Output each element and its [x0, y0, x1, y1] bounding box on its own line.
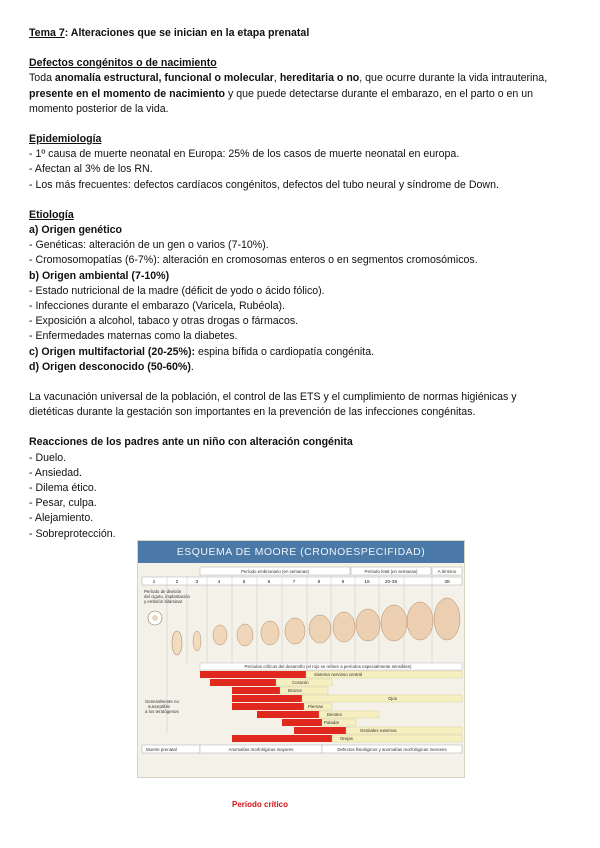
moore-scheme-figure — [137, 540, 465, 778]
week-label: 8 — [317, 580, 321, 585]
fetus-icon — [381, 605, 407, 641]
left-note: Período de división — [144, 589, 182, 594]
etiologia-b-item: - Infecciones durante el embarazo (Varicela, Rubéola). — [29, 300, 285, 313]
fetus-icon — [356, 609, 380, 641]
etiologia-d-title: d) Origen desconocido (50-60%) — [29, 360, 191, 373]
defectos-line-1 — [29, 71, 574, 86]
defectos-text: , — [273, 72, 280, 85]
week-label: 38 — [444, 580, 450, 585]
heart-critical-bar — [210, 679, 276, 686]
defectos-text: , que ocurre durante la vida intrauterina, — [359, 72, 548, 85]
etiologia-a-title: a) Origen genético — [29, 224, 123, 237]
organ-label: Ojos — [388, 696, 398, 701]
document-title — [29, 26, 574, 41]
epidemiologia-heading: Epidemiología — [29, 133, 102, 146]
fetus-icon — [434, 598, 460, 640]
organ-label: Piernas — [308, 704, 323, 709]
figure-title: ESQUEMA DE MOORE (CRONOESPECIFIDAD) — [138, 541, 464, 563]
etiologia-d-line — [29, 360, 574, 375]
organ-label: Sistema nervioso central — [314, 672, 363, 677]
week-label: 2 — [175, 580, 179, 585]
defectos-heading: Defectos congénitos o de nacimiento — [29, 57, 217, 70]
week-label: 16 — [364, 580, 370, 585]
defectos-bold: anomalía estructural, funcional o molecular — [54, 72, 274, 85]
week-label: 20-36 — [384, 580, 398, 585]
etiologia-heading: Etiología — [29, 208, 74, 221]
zygote-core — [152, 615, 158, 621]
legs-critical-bar — [232, 703, 304, 710]
week-label: 6 — [267, 580, 271, 585]
organ-label: Brazos — [288, 688, 302, 693]
palate-critical-bar — [282, 719, 322, 726]
reacciones-heading: Reacciones de los padres ante un niño con alteración congénita — [29, 436, 353, 449]
week-label: 1 — [152, 580, 156, 585]
embryonic-period-label: Período embrionario (en semanas) — [241, 569, 309, 574]
organ-label: Paladar — [324, 720, 340, 725]
teeth-critical-bar — [257, 711, 319, 718]
cns-critical-bar — [200, 671, 306, 678]
reacciones-item: - Dilema ético. — [29, 482, 97, 495]
ears-critical-bar — [232, 735, 332, 742]
left-note: del cigoto, implantación — [144, 594, 190, 599]
left-note: susceptible — [148, 704, 170, 709]
critical-period-caption: Período crítico — [232, 800, 289, 809]
week-label: 7 — [292, 580, 296, 585]
vacunacion-line-1: La vacunación universal de la población, el control de las ETS y el cumplimiento de normas higiénicas y — [29, 391, 517, 404]
embryo-icon — [285, 618, 305, 644]
organ-label: Orejas — [340, 736, 353, 741]
vacunacion-line-2: dietéticas durante la gestación son importantes en la prevención de las infecciones congénitas. — [29, 406, 476, 419]
eyes-sensitive-bar — [302, 695, 462, 702]
etiologia-b-title: b) Origen ambiental (7-10%) — [29, 269, 170, 282]
term-label: A término — [437, 569, 457, 574]
document-page — [29, 26, 574, 542]
week-label: 4 — [217, 580, 221, 585]
embryo-icon — [309, 615, 331, 643]
left-note: Generalmente no — [145, 699, 179, 704]
defectos-line-2 — [29, 87, 574, 102]
organ-label: Corazón — [292, 680, 309, 685]
epidemiologia-item: - Los más frecuentes: defectos cardíacos congénitos, defectos del tubo neural y síndrome de Down. — [29, 178, 499, 191]
embryo-icon — [193, 631, 201, 651]
defectos-line-3: momento posterior de la vida. — [29, 102, 169, 115]
etiologia-c-line — [29, 345, 574, 360]
etiologia-b-item: - Exposición a alcohol, tabaco y otras drogas o fármacos. — [29, 315, 299, 328]
timeline-bars — [200, 671, 462, 742]
reacciones-item: - Alejamiento. — [29, 512, 94, 525]
reacciones-item: - Sobreprotección. — [29, 527, 116, 540]
moore-scheme-diagram — [138, 563, 464, 777]
etiologia-a-item: - Genéticas: alteración de un gen o varios (7-10%). — [29, 239, 269, 252]
week-label: 5 — [242, 580, 246, 585]
left-note: y embrión bilaminar — [144, 599, 183, 604]
prenatal-death-label: Muerte prenatal — [146, 747, 177, 752]
arms-critical-bar — [232, 687, 280, 694]
organ-label: Dientes — [327, 712, 342, 717]
title-label: Tema 7 — [29, 27, 65, 39]
fetus-icon — [407, 602, 433, 640]
embryo-icon — [261, 621, 279, 645]
minor-anomalies-label: Defectos fisiológicos y anomalías morfológicas menores — [337, 747, 447, 752]
defectos-bold: presente en el momento de nacimiento — [29, 87, 226, 100]
etiologia-c-text: espina bífida o cardiopatía congénita. — [195, 345, 375, 358]
major-anomalies-label: Anomalías morfológicas mayores — [228, 747, 294, 752]
embryo-illustrations — [148, 598, 460, 655]
eyes-critical-bar — [232, 695, 302, 702]
left-note: a los teratógenos — [145, 709, 179, 714]
reacciones-item: - Ansiedad. — [29, 466, 83, 479]
reacciones-item: - Pesar, culpa. — [29, 497, 97, 510]
defectos-text: Toda — [29, 72, 55, 85]
epidemiologia-item: - Afectan al 3% de los RN. — [29, 163, 153, 176]
title-text: : Alteraciones que se inician en la etapa prenatal — [64, 27, 310, 39]
defectos-text: y que puede detectarse durante el embarazo, en el parto o en un — [225, 87, 534, 100]
embryo-icon — [172, 631, 182, 655]
week-label: 9 — [341, 580, 345, 585]
embryo-icon — [213, 625, 227, 645]
etiologia-b-item: - Estado nutricional de la madre (déficit de yodo o ácido fólico). — [29, 284, 325, 297]
fetus-icon — [333, 612, 355, 642]
defectos-bold: hereditaria o no — [279, 72, 360, 85]
etiologia-c-title: c) Origen multifactorial (20-25%): — [29, 345, 196, 358]
organ-label: Genitales externos — [360, 728, 397, 733]
epidemiologia-item: - 1º causa de muerte neonatal en Europa: 25% de los casos de muerte neonatal en europa. — [29, 148, 460, 161]
etiologia-a-item: - Cromosomopatías (6-7%): alteración en cromosomas enteros o en segmentos cromosómicos. — [29, 254, 478, 267]
reacciones-item: - Duelo. — [29, 451, 67, 464]
fetal-period-label: Período fetal (en semanas) — [364, 569, 418, 574]
embryo-icon — [237, 624, 253, 646]
critical-periods-label: Períodos críticos del desarrollo (el rojo se refiere a períodos especialmente sensibles) — [244, 664, 412, 669]
genitals-critical-bar — [294, 727, 346, 734]
etiologia-d-text: . — [190, 360, 194, 373]
etiologia-b-item: - Enfermedades maternas como la diabetes. — [29, 330, 238, 343]
week-label: 3 — [195, 580, 199, 585]
